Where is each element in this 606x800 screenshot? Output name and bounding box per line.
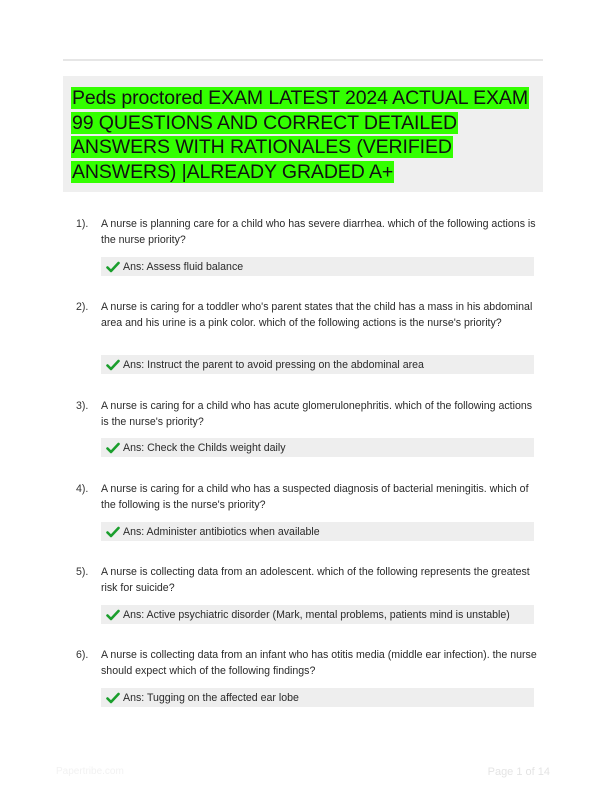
question-text: A nurse is collecting data from an adolescent. which of the following represents the greatest risk for suicide?	[101, 566, 530, 594]
check-icon	[106, 442, 120, 454]
question-number: 5).	[76, 566, 89, 578]
question-number: 3).	[76, 400, 89, 412]
question-number: 6).	[76, 649, 89, 661]
answer-text: Ans: Check the Childs weight daily	[123, 441, 286, 454]
check-icon	[106, 261, 120, 273]
check-icon	[106, 359, 120, 371]
check-icon	[106, 526, 120, 538]
document-title	[71, 86, 537, 184]
question-number: 1).	[76, 218, 89, 230]
top-divider	[63, 59, 543, 61]
answer-box	[101, 688, 534, 707]
answer-text: Ans: Active psychiatric disorder (Mark, mental problems, patients mind is unstable)	[123, 608, 510, 621]
check-icon	[106, 609, 120, 621]
check-icon	[106, 692, 120, 704]
answer-box	[101, 257, 534, 276]
answer-text: Ans: Tugging on the affected ear lobe	[123, 691, 299, 704]
question-text: A nurse is planning care for a child who has severe diarrhea. which of the following actions is the nurse priority?	[101, 218, 536, 246]
answer-box	[101, 438, 534, 457]
answer-text: Ans: Instruct the parent to avoid pressing on the abdominal area	[123, 358, 424, 371]
question-number: 4).	[76, 483, 89, 495]
answer-text: Ans: Administer antibiotics when available	[123, 525, 320, 538]
footer-watermark: Papertribe.com	[56, 766, 124, 777]
document-title-highlight: Peds proctored EXAM LATEST 2024 ACTUAL EXAM 99 QUESTIONS AND CORRECT DETAILED ANSWERS WITH RATIONALES (VERIFIED ANSWERS) |ALREADY GRADED A+	[72, 87, 528, 183]
question-text: A nurse is collecting data from an infant who has otitis media (middle ear infection). the nurse should expect which of the following findings?	[101, 649, 537, 677]
answer-box	[101, 522, 534, 541]
question-number: 2).	[76, 301, 89, 313]
question-text: A nurse is caring for a toddler who's parent states that the child has a mass in his abdominal area and his urine is a pink color. which of the following actions is the nurse's priority?	[101, 301, 533, 329]
answer-box	[101, 355, 534, 374]
question-text: A nurse is caring for a child who has a suspected diagnosis of bacterial meningitis. which of the following is the nurse's priority?	[101, 483, 529, 511]
page-indicator: Page 1 of 14	[487, 766, 550, 778]
question-text: A nurse is caring for a child who has acute glomerulonephritis. which of the following actions is the nurse's priority?	[101, 400, 533, 428]
answer-text: Ans: Assess fluid balance	[123, 260, 244, 273]
answer-box	[101, 605, 534, 624]
